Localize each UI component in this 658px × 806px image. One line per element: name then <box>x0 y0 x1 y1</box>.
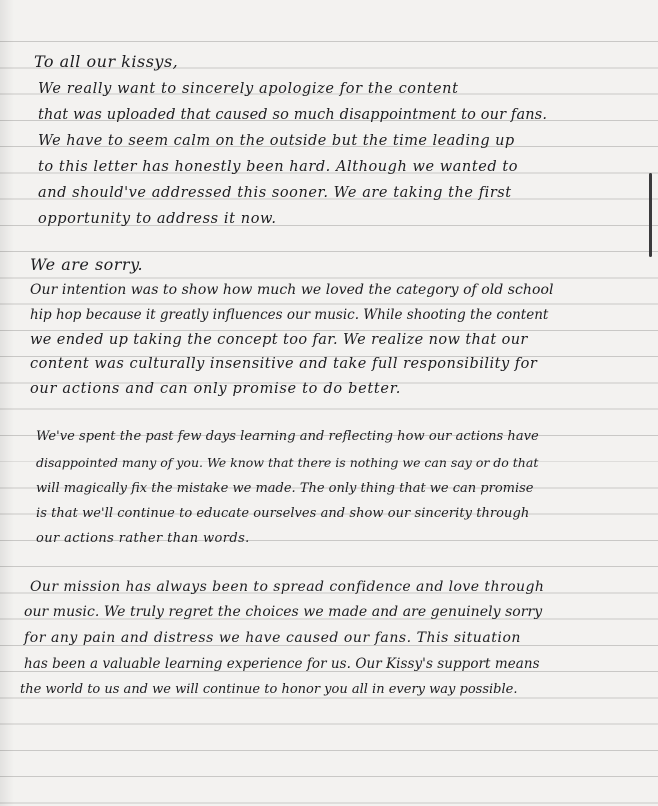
paragraph2-line: hip hop because it greatly influences our music. While shooting the content <box>30 307 549 323</box>
paragraph1-line: opportunity to address it now. <box>38 211 277 227</box>
paragraph1-line: We have to seem calm on the outside but the time leading up <box>38 133 515 149</box>
greeting: To all our kissys, <box>34 52 179 71</box>
paragraph3-line: will magically fix the mistake we made. The only thing that we can promise <box>36 481 534 496</box>
apology-heading: We are sorry. <box>30 255 144 274</box>
paragraph4-line: has been a valuable learning experience for us. Our Kissy's support means <box>24 656 540 672</box>
paragraph1-line: and should've addressed this sooner. We are taking the first <box>38 185 512 201</box>
paragraph2-line: content was culturally insensitive and take full responsibility for <box>30 356 538 372</box>
paragraph4-line: the world to us and we will continue to honor you all in every way possible. <box>20 682 518 697</box>
paragraph3-line: disappointed many of you. We know that there is nothing we can say or do that <box>36 455 539 470</box>
paragraph4-line: our music. We truly regret the choices we made and are genuinely sorry <box>24 604 543 620</box>
paragraph4-line: for any pain and distress we have caused our fans. This situation <box>24 630 521 646</box>
page-shadow <box>0 0 14 806</box>
paragraph1-line: that was uploaded that caused so much disappointment to our fans. <box>38 107 548 123</box>
paragraph2-line: we ended up taking the concept too far. We realize now that our <box>30 332 528 348</box>
paragraph1-line: to this letter has honestly been hard. Although we wanted to <box>38 159 518 175</box>
paragraph4-line: Our mission has always been to spread confidence and love through <box>30 579 545 595</box>
paragraph1-line: We really want to sincerely apologize for the content <box>38 81 459 97</box>
paragraph3-line: is that we'll continue to educate ourselves and show our sincerity through <box>36 506 530 521</box>
paragraph3-line: We've spent the past few days learning and reflecting how our actions have <box>36 429 539 444</box>
paragraph2-line: Our intention was to show how much we loved the category of old school <box>30 282 554 298</box>
paragraph3-line: our actions rather than words. <box>36 531 250 546</box>
scroll-indicator <box>649 173 652 257</box>
paragraph2-line: our actions and can only promise to do better. <box>30 381 402 397</box>
